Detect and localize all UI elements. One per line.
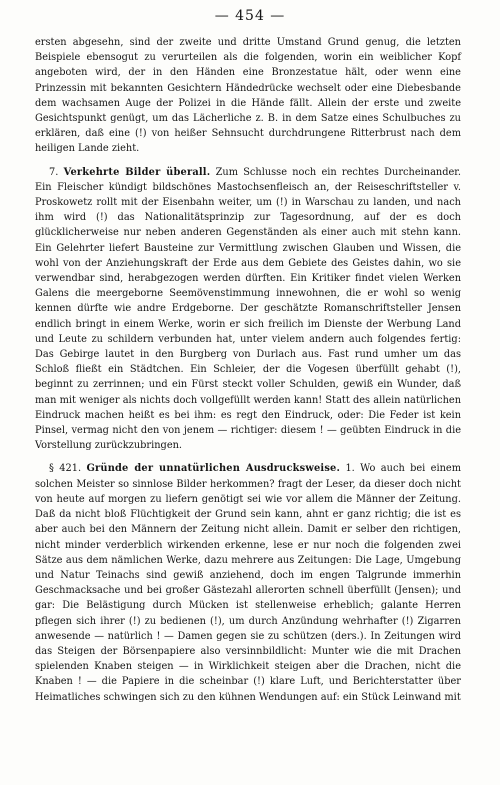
paragraph-section-421 [35,461,461,704]
paragraph-text: ersten abgesehn, sind der zweite und dritte Umstand Grund genug, die letzten Beispiele ebensogut zu verurteilen als die folgenden, worin ein weiblicher Kopf angeboten wird, der in den Händen eine Bronzestatue hält, oder wenn eine Prinzessin mit bekannten Gesichtern Händedrücke wechselt oder eine Diebesbande dem wachsamen Auge der Polizei in die Hände fällt. Allein der erste und zweite Gesichtspunkt genügt, um das Lächerliche z. B. in dem Satze eines Schulbuches zu erklären, daß eine (!) von heißer Sehnsucht durchdrungene Ritterbrust nach dem heiligen Lande zieht. [35,37,461,155]
paragraph-continuation [35,35,461,157]
section-heading: Verkehrte Bilder überall. [63,166,211,178]
section-heading: Gründe der unnatürlichen Ausdrucksweise. [86,463,341,475]
paragraph-text: Zum Schlusse noch ein rechtes Durcheinander. Ein Fleischer kündigt bildschönes Mastochsenfleisch an, der Reiseschriftsteller v. Proskowetz rollt mit der Eisenbahn weiter, um (!) in Warschau zu landen, und nach ihm wird (!) das Nationalitätsprinzip zur Tagesordnung, auf der es doch glücklicherweise nur neben anderen Gegenständen als einer auch mit stehn kann. Ein Gelehrter liefert Bausteine zur Vermittlung zwischen Glauben und Wissen, die wohl von der Anziehungskraft der Erde aus dem Gebiete des Geistes dahin, wo sie verwendbar sind, herabgezogen werden dürften. Ein Kritiker findet vielen Werken Galens die meergeborne Seemövenstimmung innewohnen, die er wohl so wenig kennen dürfte wie andre Erdgeborne. Der geschätzte Romanschriftsteller Jensen endlich bringt in einem Werke, worin er sich freilich im Dienste der Werbung Land und Leute zu schildern verbunden hat, unter vielem andern auch folgendes fertig: Das Gebirge lautet in den Burgberg von Durlach aus. Fast rund umher um das Schloß fließt ein Städtchen. Ein Schleier, der die Vogesen überfüllt gehabt (!), beginnt zu zerrinnen; und ein Fürst steckt voller Schulden, gewiß ein Wunder, daß man mit weniger als nichts doch vollgefüllt werden kann! Statt des allein natürlichen Eindruck machen heißt es bei ihm: es regt den Eindruck, oder: Die Feder ist kein Pinsel, vermag nicht den von jenem — richtiger: diesem ! — geübten Eindruck in die Vorstellung zurückzubringen. [35,166,462,452]
paragraph-section-7 [35,165,461,454]
page-number: — 454 — [214,8,286,24]
section-number: § 421. [49,463,82,475]
section-number: 7. [49,166,59,178]
paragraph-text: 1. Wo auch bei einem solchen Meister so sinnlose Bilder herkommen? fragt der Leser, da dieser doch nicht von heute auf morgen zu liefern genötigt sei wie vor allem die Männer der Zeitung. Daß da nicht bloß Flüchtigkeit der Grund sein kann, ahnt er ganz richtig; die ist es aber auch bei den Männern der Zeitung nicht allein. Damit er selber den richtigen, nicht minder verderblich wirkenden erkenne, lese er nur noch die folgenden zwei Sätze aus dem nämlichen Werke, dazu mehrere aus Zeitungen: Die Lage, Umgebung und Natur Teinachs sind gewiß anziehend, doch im engen Talgrunde immerhin Geschmacksache und bei großer Gästezahl allerorten schnell überfüllt (Jensen); und gar: Die Belästigung durch Mücken ist stellenweise erheblich; galante Herren pflegen sich ihrer (!) zu bedienen (!), um durch Anzündung wehrhafter (!) Zigarren anwesende — natürlich ! — Damen gegen sie zu schützen (ders.). In Zeitungen wird das Steigen der Börsenpapiere also versinnbildlicht: Munter wie die mit Drachen spielenden Knaben steigen — in Wirklichkeit steigen aber die Drachen, nicht die Knaben ! — die Papiere in die scheinbar (!) klare Luft, und Berichterstatter über Heimatliches schwingen sich zu den kühnen Wendungen auf: ein Stück Leinwand mit [35,463,461,703]
body-text [35,35,461,705]
